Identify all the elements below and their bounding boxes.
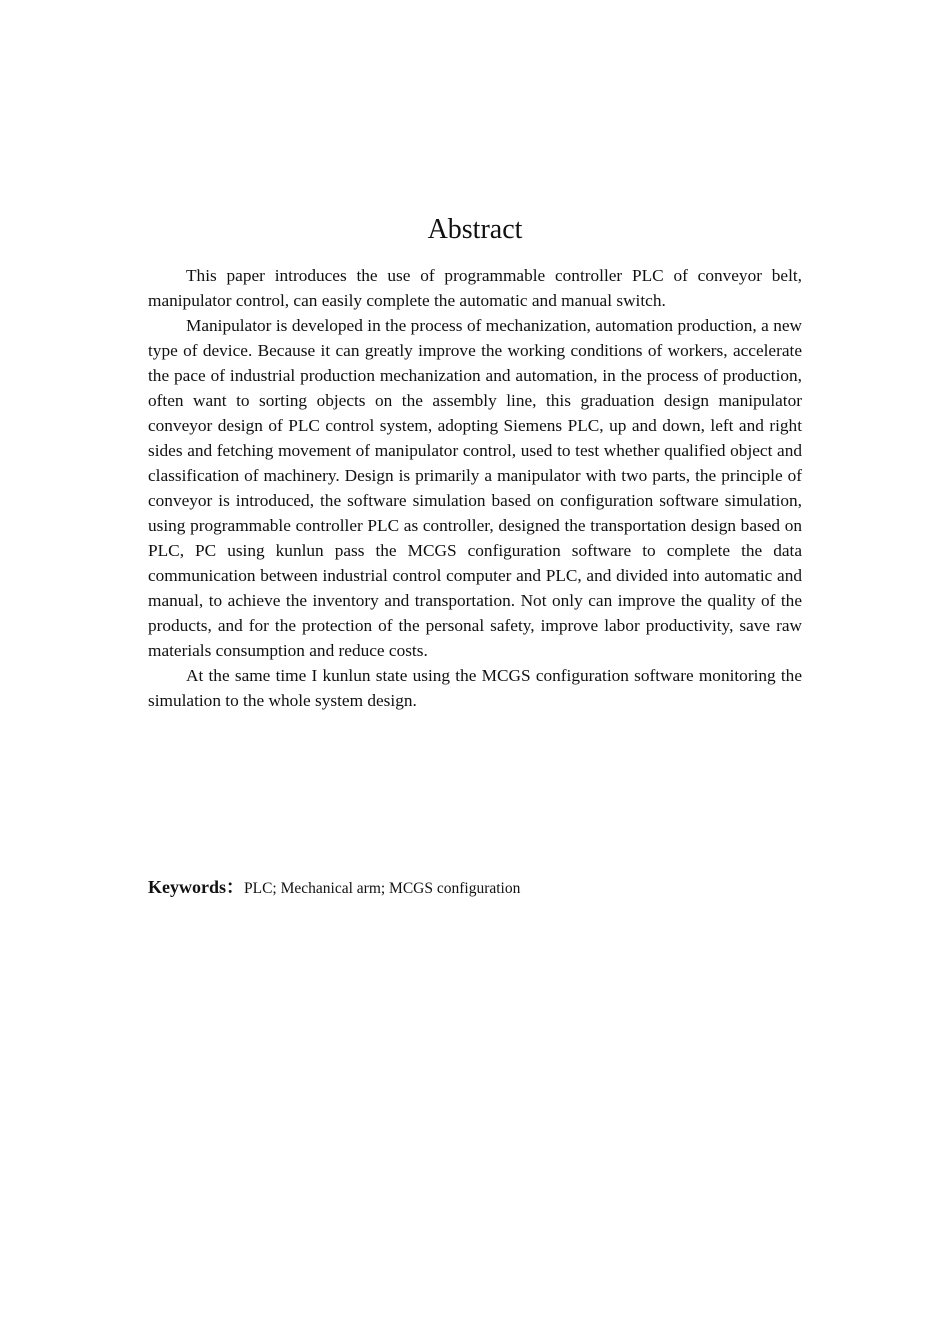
abstract-body — [148, 263, 802, 713]
abstract-paragraph-2: Manipulator is developed in the process of mechanization, automation production, a new type of device. Because it can greatly improve the working conditions of workers, accelerate the pace of industrial production mechanization and automation, in the process of production, often want to sorting objects on the assembly line, this graduation design manipulator conveyor design of PLC control system, adopting Siemens PLC, up and down, left and right sides and fetching movement of manipulator control, used to test whether qualified object and classification of machinery. Design is primarily a manipulator with two parts, the principle of conveyor is introduced, the software simulation based on configuration software simulation, using programmable controller PLC as controller, designed the transportation design based on PLC, PC using kunlun pass the MCGS configuration software to complete the data communication between industrial control computer and PLC, and divided into automatic and manual, to achieve the inventory and transportation. Not only can improve the quality of the products, and for the protection of the personal safety, improve labor productivity, save raw materials consumption and reduce costs. — [148, 316, 802, 660]
keywords-label: Keywords： — [148, 877, 244, 897]
keywords-value: PLC; Mechanical arm; MCGS configuration — [244, 880, 521, 897]
keywords-line — [148, 875, 802, 901]
page-title: Abstract — [427, 214, 523, 245]
abstract-paragraph-1: This paper introduces the use of programmable controller PLC of conveyor belt, manipulator control, can easily complete the automatic and manual switch. — [148, 266, 802, 310]
abstract-paragraph-3: At the same time I kunlun state using the MCGS configuration software monitoring the simulation to the whole system design. — [148, 666, 802, 710]
